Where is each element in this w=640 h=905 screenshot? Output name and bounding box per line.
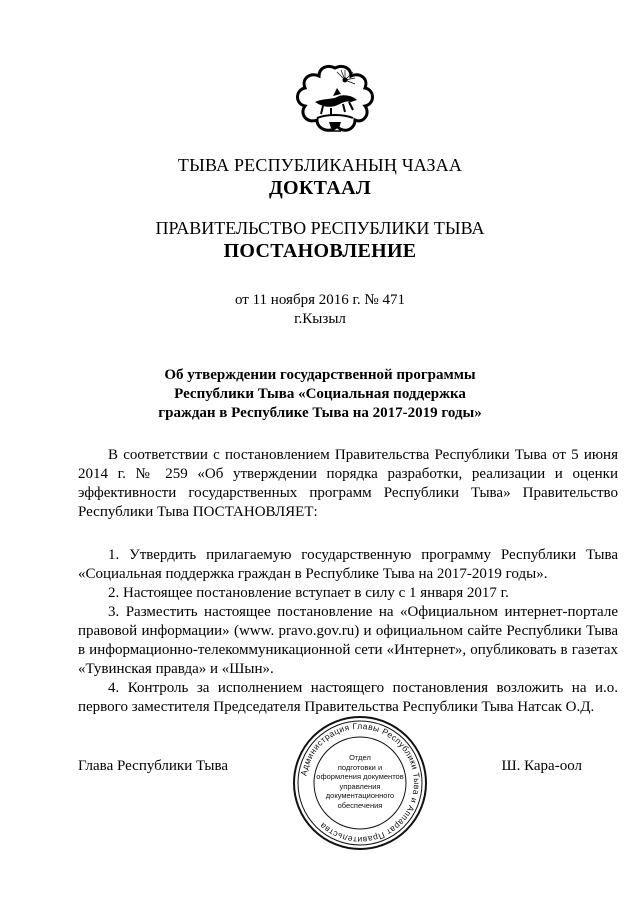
- resolution-item: 1. Утвердить прилагаемую государственную программу Республики Тыва «Социальная поддержка граждан в Республике Тыва на 2017-2019 годы».: [78, 547, 618, 582]
- stamp-line: оформления документов: [316, 772, 404, 781]
- resolution-items: [78, 546, 618, 717]
- title-line: Об утверждении государственной программы: [164, 367, 476, 383]
- signatory-name: Ш. Кара-оол: [501, 758, 582, 774]
- stamp-ring-text: Администрация Главы Республики Тыва и Аппарат Правительства: [298, 720, 423, 846]
- preamble-paragraph: В соответствии с постановлением Правительства Республики Тыва от 5 июня 2014 г. № 259 «Об утверждении порядка разработки, реализации и оценки эффективности государственных программ Республики Тыва» Правительство Республики Тыва ПОСТАНОВЛЯЕТ:: [78, 447, 618, 520]
- resolution-item: 3. Разместить настоящее постановление на «Официальном интернет-портале правовой информации» (www. pravo.gov.ru) и официальном сайте Республики Тыва в информационно-телекоммуникационной сети «Интернет», опубликовать в газетах «Тувинская правда» и «Шын».: [78, 604, 618, 677]
- tuva-emblem-icon: [293, 62, 377, 142]
- signatory-position: Глава Республики Тыва: [78, 758, 229, 774]
- document-title: [0, 366, 640, 423]
- title-line: граждан в Республике Тыва на 2017-2019 годы»: [158, 405, 482, 421]
- preamble: [78, 446, 618, 522]
- stamp-line: документационного: [325, 791, 395, 800]
- tuva-document-type: ДОКТААЛ: [268, 177, 372, 199]
- government-name: ПРАВИТЕЛЬСТВО РЕСПУБЛИКИ ТЫВА: [155, 218, 485, 238]
- date-and-number: от 11 ноября 2016 г. № 471: [235, 292, 405, 308]
- title-line: Республики Тыва «Социальная поддержка: [174, 386, 466, 402]
- official-stamp: [290, 713, 430, 853]
- tuva-government-name: ТЫВА РЕСПУБЛИКАНЫҢ ЧАЗАА: [177, 155, 463, 175]
- resolution-item: 2. Настоящее постановление вступает в силу с 1 января 2017 г.: [108, 585, 509, 601]
- document-type: ПОСТАНОВЛЕНИЕ: [223, 240, 417, 262]
- stamp-line: обеспечения: [337, 800, 383, 810]
- stamp-inner-text: [316, 753, 404, 810]
- stamp-line: подготовки и: [337, 762, 383, 772]
- stamp-line: управления: [339, 781, 381, 791]
- city: г.Кызыл: [294, 311, 346, 327]
- stamp-line: Отдел: [349, 753, 371, 762]
- resolution-item: 4. Контроль за исполнением настоящего постановления возложить на и.о. первого заместителя Председателя Правительства Республики Тыва Натсак О.Д.: [78, 680, 618, 715]
